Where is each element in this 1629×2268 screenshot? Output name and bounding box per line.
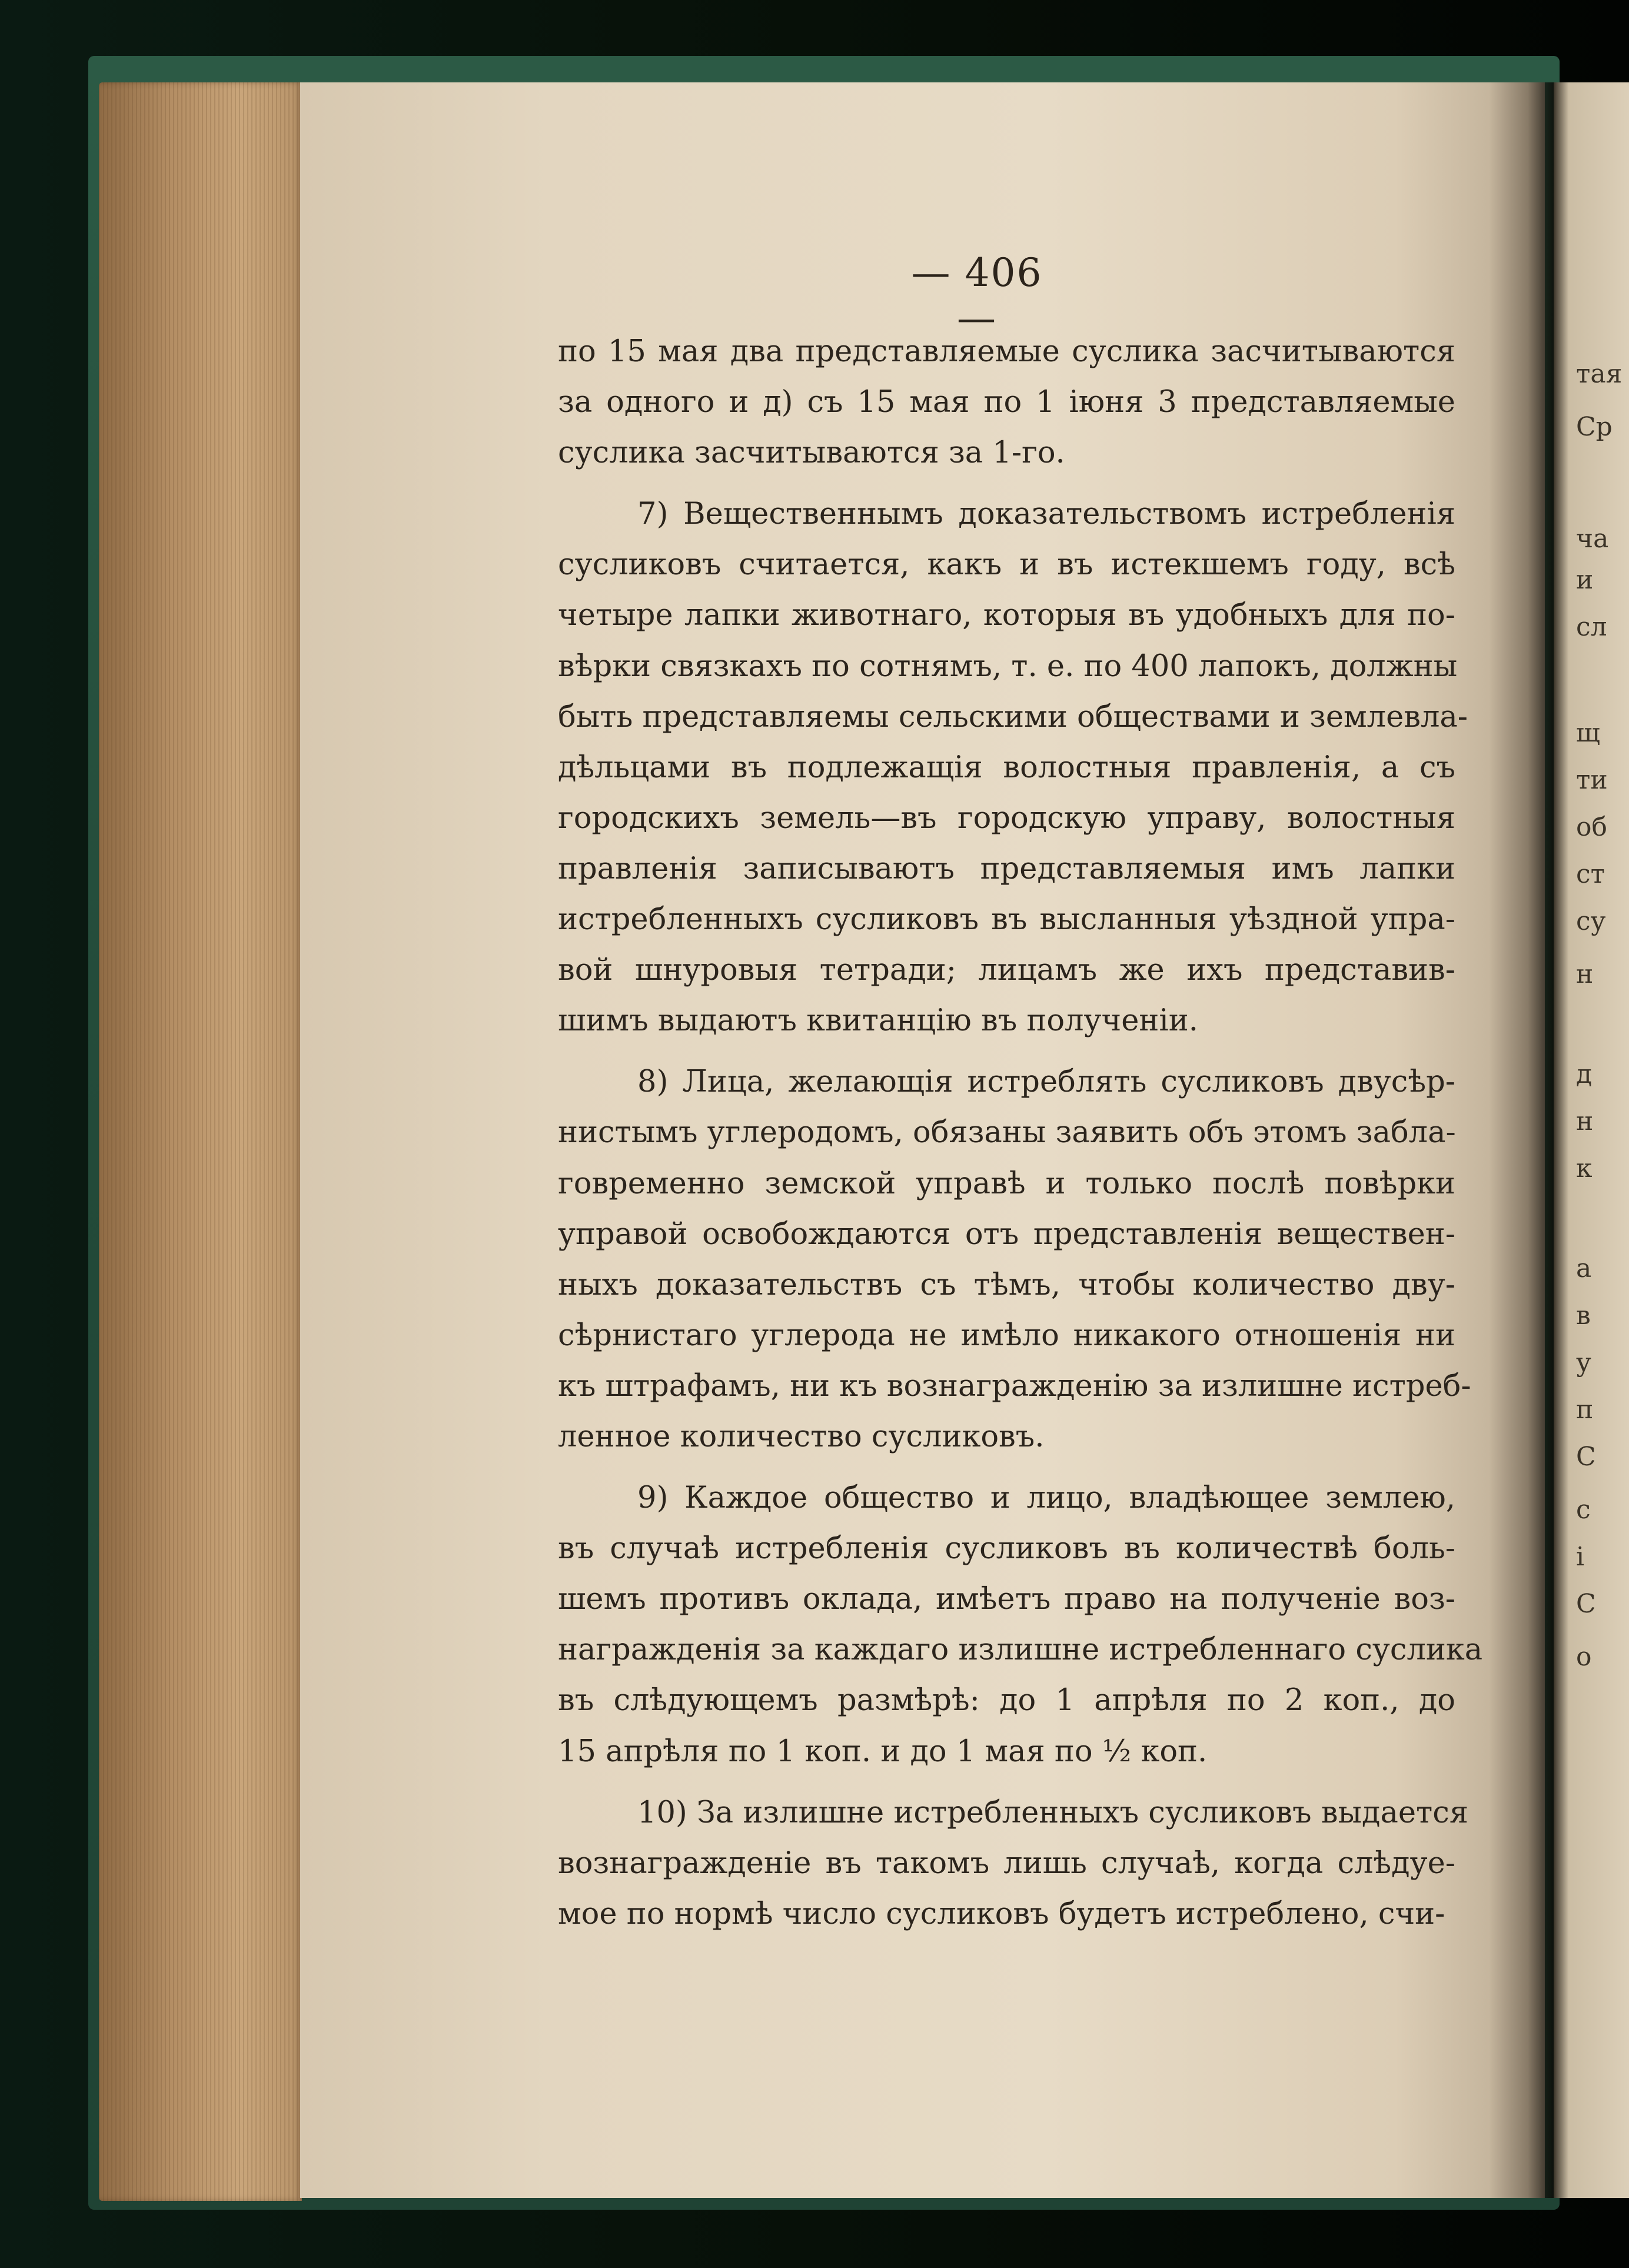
paragraph-item-10 <box>558 1788 1468 1940</box>
facing-page-fragment: н <box>1576 959 1594 989</box>
text-line: по 15 мая два представляемые суслика засчитываются <box>558 334 1455 369</box>
facing-page-fragment: сл <box>1576 612 1607 642</box>
facing-page-fragment: і <box>1576 1542 1585 1572</box>
page-edge-stack <box>99 82 302 2201</box>
text-line: награжденiя за каждаго излишне истребленнаго суслика <box>558 1632 1483 1668</box>
facing-page-fragment: Ср <box>1576 412 1613 442</box>
facing-page-fragment: ст <box>1576 859 1605 889</box>
text-line: вой шнуровыя тетради; лицамъ же ихъ представив- <box>558 953 1455 988</box>
facing-page-fragment: тая <box>1576 359 1623 389</box>
text-line: 9) Каждое общество и лицо, владѣющее землею, <box>637 1481 1455 1516</box>
text-line: управой освобождаются отъ представленiя веществен- <box>558 1216 1455 1252</box>
facing-page-fragment: н <box>1576 1106 1594 1136</box>
facing-page-fragment: к <box>1576 1153 1593 1183</box>
text-line: суслика засчитываются за 1-го. <box>558 435 1065 471</box>
text-line: мое по нормѣ число сусликовъ будетъ истреблено, счи- <box>558 1896 1445 1931</box>
paragraph-continuation <box>558 327 1455 478</box>
page-body-text <box>558 327 1483 1950</box>
text-line: быть представляемы сельскими обществами и землевла- <box>558 699 1468 734</box>
text-line: сѣрнистаго углерода не имѣло никакого отношенiя ни <box>558 1318 1455 1353</box>
text-line: 7) Вещественнымъ доказательствомъ истребленiя <box>637 497 1455 532</box>
text-line: истребленныхъ сусликовъ въ высланныя уѣздной упра- <box>558 902 1455 937</box>
text-line: вѣрки связкахъ по сотнямъ, т. е. по 400 лапокъ, должны <box>558 649 1458 684</box>
facing-page-fragment: о <box>1576 1642 1592 1672</box>
facing-page-fragment: об <box>1576 812 1607 842</box>
facing-page-fragment: су <box>1576 906 1606 936</box>
facing-page-fragment: д <box>1576 1059 1593 1089</box>
facing-page-fragment: ча <box>1576 524 1609 554</box>
text-line: правленiя записываютъ представляемыя имъ лапки <box>558 851 1455 886</box>
paragraph-item-8 <box>558 1057 1471 1462</box>
text-line: ленное количество сусликовъ. <box>558 1419 1045 1454</box>
paragraph-item-7 <box>558 489 1468 1046</box>
text-line: за одного и д) съ 15 мая по 1 iюня 3 представляемые <box>558 385 1455 420</box>
facing-page-fragment: у <box>1576 1348 1591 1378</box>
text-line: шемъ противъ оклада, имѣетъ право на полученiе воз- <box>558 1582 1455 1617</box>
text-line: 8) Лица, желающiя истреблять сусликовъ двусѣр- <box>637 1065 1455 1100</box>
facing-page-fragment: С <box>1576 1589 1596 1619</box>
facing-page-fragment: ти <box>1576 765 1608 795</box>
facing-page-fragment: щ <box>1576 718 1600 748</box>
text-line: 10) За излишне истребленныхъ сусликовъ выдается <box>637 1795 1468 1830</box>
facing-page-fragment: в <box>1576 1301 1591 1331</box>
text-line: къ штрафамъ, ни къ вознагражденiю за излишне истреб- <box>558 1368 1471 1404</box>
facing-page-fragment: с <box>1576 1495 1591 1525</box>
text-line: ныхъ доказательствъ съ тѣмъ, чтобы количество дву- <box>558 1267 1455 1302</box>
text-line: въ слѣдующемъ размѣрѣ: до 1 апрѣля по 2 коп., до <box>558 1683 1455 1718</box>
text-line: четыре лапки животнаго, которыя въ удобныхъ для по- <box>558 598 1455 633</box>
text-line: 15 апрѣля по 1 коп. и до 1 мая по ½ коп. <box>558 1734 1208 1769</box>
text-line: въ случаѣ истребленiя сусликовъ въ количествѣ боль- <box>558 1531 1455 1567</box>
facing-page-fragment: С <box>1576 1442 1596 1472</box>
paragraph-item-9 <box>558 1473 1483 1777</box>
text-line: сусликовъ считается, какъ и въ истекшемъ году, всѣ <box>558 547 1455 583</box>
page-gutter-shadow <box>1489 82 1554 2198</box>
text-line: дѣльцами въ подлежащiя волостныя правленiя, а съ <box>558 750 1455 785</box>
facing-page <box>1554 82 1629 2198</box>
text-line: нистымъ углеродомъ, обязаны заявить объ этомъ забла- <box>558 1115 1456 1150</box>
text-line: говременно земской управѣ и только послѣ повѣрки <box>558 1166 1455 1201</box>
facing-page-fragment: п <box>1576 1395 1594 1425</box>
facing-page-fragment: и <box>1576 565 1594 595</box>
facing-page-fragment: а <box>1576 1253 1592 1283</box>
text-line: вознагражденiе въ такомъ лишь случаѣ, когда слѣдуе- <box>558 1845 1455 1881</box>
text-line: шимъ выдаютъ квитанцiю въ полученiи. <box>558 1003 1198 1039</box>
text-line: городскихъ земель—въ городскую управу, волостныя <box>558 800 1455 836</box>
page-number: — 406 — <box>911 250 1043 341</box>
